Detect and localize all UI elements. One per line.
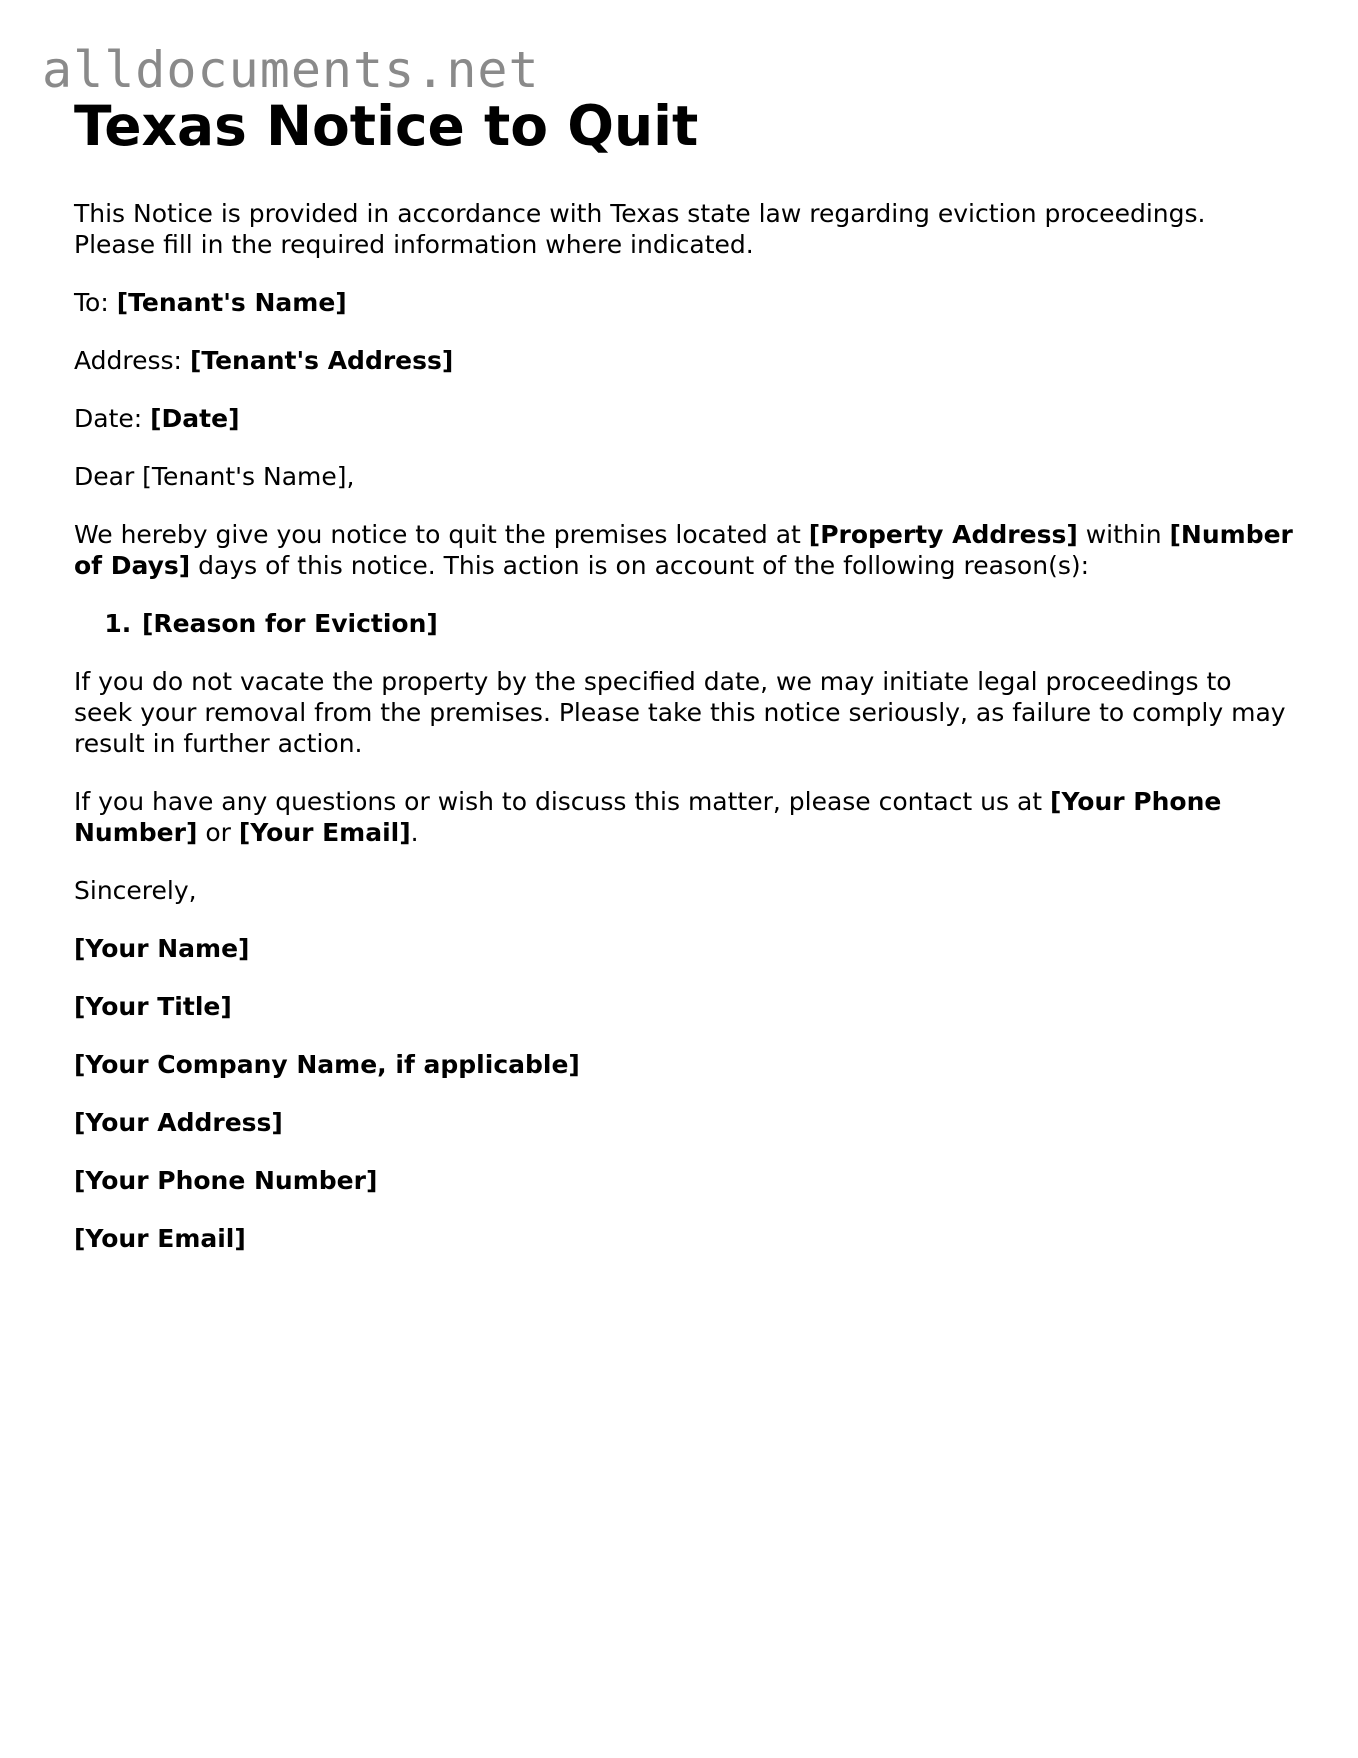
date-label: Date:: [74, 404, 151, 433]
closing: Sincerely,: [74, 876, 197, 905]
contact-paragraph: [74, 786, 1294, 848]
signature-name: [Your Name]: [74, 934, 250, 963]
number-of-days-placeholder: [Number of Days]: [74, 520, 1293, 580]
reasons-list: [74, 608, 1294, 639]
signature-email: [Your Email]: [74, 1224, 246, 1253]
signature-company: [Your Company Name, if applicable]: [74, 1050, 580, 1079]
notice-text-2: within: [1077, 520, 1170, 549]
notice-paragraph: [74, 519, 1294, 581]
to-line: [74, 287, 1294, 318]
contact-email-placeholder: [Your Email]: [238, 818, 411, 847]
document-body: [74, 92, 1294, 1281]
address-label: Address:: [74, 346, 190, 375]
warning-paragraph: If you do not vacate the property by the specified date, we may initiate legal proceedings to seek your removal from the premises. Please take this notice seriously, as failure to comply may result in further action.: [74, 667, 1286, 758]
property-address-placeholder: [Property Address]: [808, 520, 1078, 549]
contact-text-1: If you have any questions or wish to discuss this matter, please contact us at: [74, 787, 1051, 816]
signature-block: [74, 933, 1294, 1254]
contact-text-3: .: [410, 818, 419, 847]
notice-text-3: days of this notice. This action is on account of the following reason(s):: [190, 551, 1090, 580]
notice-text-1: We hereby give you notice to quit the premises located at: [74, 520, 809, 549]
watermark: alldocuments.net: [42, 41, 540, 99]
signature-title: [Your Title]: [74, 992, 232, 1021]
signature-address: [Your Address]: [74, 1108, 283, 1137]
date-placeholder: [Date]: [150, 404, 240, 433]
contact-text-2: or: [197, 818, 239, 847]
contact-phone-placeholder: [Your Phone Number]: [74, 787, 1222, 847]
date-line: [74, 403, 1294, 434]
to-label: To:: [74, 288, 117, 317]
salutation: Dear [Tenant's Name],: [74, 462, 355, 491]
tenant-name-placeholder: [Tenant's Name]: [116, 288, 347, 317]
page-title: Texas Notice to Quit: [74, 94, 699, 158]
list-item: 1. [Reason for Eviction]: [140, 608, 1294, 639]
tenant-address-placeholder: [Tenant's Address]: [189, 346, 454, 375]
signature-phone: [Your Phone Number]: [74, 1166, 378, 1195]
address-line: [74, 345, 1294, 376]
intro-paragraph: This Notice is provided in accordance with Texas state law regarding eviction proceedings. Please fill in the required information where indicated.: [74, 199, 1206, 259]
